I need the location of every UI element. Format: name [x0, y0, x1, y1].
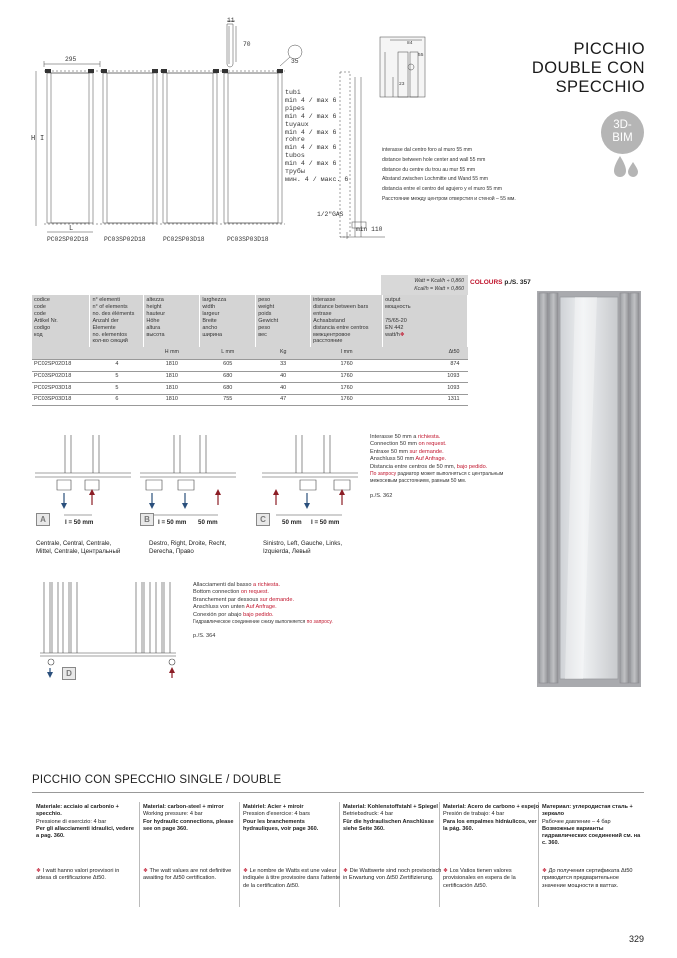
- connection-letter-a: A: [36, 513, 50, 526]
- table-row: [32, 394, 468, 406]
- connection-diagram-a: [35, 435, 135, 520]
- material-text: Material: carbon-steel + mirror: [143, 804, 224, 810]
- footnote-text: I watt hanno valori provvisori in attesa di certificazione Δt50.: [36, 868, 120, 882]
- note1-line: [370, 471, 503, 478]
- caption-b: Destro, Right, Droite, Recht, Derecha, Право: [149, 540, 227, 555]
- dim-70: 70: [243, 41, 251, 48]
- note1-line: [370, 434, 503, 441]
- watt-formula-box: [381, 275, 468, 295]
- colours-reference[interactable]: [470, 279, 531, 286]
- colours-label: COLOURS: [470, 279, 503, 286]
- dim-55: 55: [418, 53, 424, 58]
- note-bottom-connection: [193, 582, 333, 641]
- column-fr: [243, 804, 342, 833]
- pressure-text: Рабочее давление – 4 бар: [542, 818, 611, 825]
- footnote-en: [143, 868, 242, 883]
- text-red: Auf Anfrage.: [415, 456, 447, 463]
- title-line-1: PICCHIO: [573, 40, 645, 58]
- 3d-bim-badge[interactable]: [601, 111, 644, 154]
- column-en: [143, 804, 242, 833]
- text: Interasse 50 mm a: [370, 434, 418, 440]
- material-text: Материал: углеродистая сталь + зеркало: [542, 804, 633, 818]
- note1-line: [370, 456, 503, 463]
- dist-it: interasse dal centro foro al muro 55 mm: [382, 147, 473, 153]
- cell-distance: 1760: [311, 394, 383, 406]
- header-weight: peso weight poids Gewicht peso вес: [256, 295, 311, 347]
- material-text: Materiale: acciaio al carbonio + specchio.: [36, 804, 119, 818]
- dim-i-label: I: [40, 135, 45, 143]
- column-divider: [139, 802, 140, 907]
- note1-line: [370, 464, 503, 471]
- cell-height: 1810: [144, 371, 200, 383]
- dim-a: I = 50 mm: [65, 519, 94, 526]
- cell-elements: 6: [90, 394, 144, 406]
- cell-elements: 4: [90, 359, 144, 371]
- text: Anschluss 50 mm: [370, 456, 416, 463]
- dim-l-label: L: [69, 225, 74, 233]
- column-it: [36, 804, 135, 840]
- connections-text: Per gli allacciamenti idraulici, vedere a pag. 360.: [36, 825, 134, 840]
- connection-letter-d: D: [62, 667, 76, 680]
- dim-84: 84: [407, 41, 413, 46]
- formula-line-1: Watt = Kcal/h ÷ 0,860: [414, 278, 464, 284]
- footnote-fr: [243, 868, 342, 890]
- cell-code: PC03SP03D18: [32, 394, 90, 406]
- unit-cell: Kg: [256, 347, 311, 359]
- unit-cell: Δt50: [383, 347, 468, 359]
- cell-code: PC02SP02D18: [32, 359, 90, 371]
- model-code-3: PC02SP03D18: [163, 236, 205, 243]
- page-number: 329: [628, 934, 644, 944]
- dim-11: 11: [227, 17, 235, 24]
- text: Connection 50 mm: [370, 441, 419, 448]
- table-row: [32, 383, 468, 395]
- cell-distance: 1760: [311, 359, 383, 371]
- cell-distance: 1760: [311, 371, 383, 383]
- header-output: [383, 295, 468, 347]
- note2-line: [193, 619, 333, 626]
- table-row: [32, 371, 468, 383]
- cell-output: 1311: [383, 394, 468, 406]
- text-red: a richiesta.: [253, 582, 281, 588]
- note1-ref: p./S. 362: [370, 492, 393, 499]
- dim-b2: 50 mm: [198, 519, 218, 526]
- text-red: on request.: [240, 589, 269, 596]
- note2-line: [193, 597, 333, 604]
- dim-c1: 50 mm: [282, 519, 302, 526]
- dist-ru: Расстояние между центром отверстия и стеной – 55 мм.: [382, 195, 516, 202]
- cell-weight: 40: [256, 383, 311, 395]
- cell-width: 680: [200, 371, 256, 383]
- unit-cell: L mm: [200, 347, 256, 359]
- unit-cell: I mm: [311, 347, 383, 359]
- connections-text: For hydraulic connections, please see on page 360.: [143, 818, 234, 832]
- note2-line: [193, 582, 333, 589]
- footnote-text: До получения сертификата Δt50 приводится предварительное значение мощности в ваттах.: [542, 868, 633, 889]
- model-code-4: PC03SP03D18: [227, 236, 269, 243]
- dist-fr: distance du centre du trou au mur 55 mm: [382, 166, 476, 173]
- dist-en: distance between hole center and wall 55 mm: [382, 156, 486, 163]
- footnote-text: Die Wattwerte sind noch provisorisch in Erwartung von Δt50 Zertifizierung.: [343, 868, 442, 882]
- pressure-text: Betriebsdruck: 4 bar: [343, 811, 394, 818]
- column-de: [343, 804, 442, 833]
- radiator-front-drawing: [30, 14, 290, 244]
- cell-width: 605: [200, 359, 256, 371]
- dim-b1: I = 50 mm: [158, 519, 187, 526]
- note2-ref: p./S. 364: [193, 633, 216, 640]
- text: радиатор может выполняться с центральным: [396, 471, 504, 478]
- header-height: altezza height hauteur Höhe altura высота: [144, 295, 200, 347]
- column-ru: [542, 804, 641, 848]
- asterisk-icon: ❖: [542, 868, 549, 874]
- cell-code: PC03SP02D18: [32, 371, 90, 383]
- gas-label: 1/2"GAS: [317, 211, 344, 218]
- asterisk-icon: ❖: [443, 868, 450, 874]
- footnote-it: [36, 868, 135, 883]
- caption-a: Centrale, Central, Centrale, Mittel, Centrale, Центральный: [36, 540, 121, 555]
- radiator-side-drawing: [335, 32, 435, 242]
- section-title: PICCHIO CON SPECCHIO SINGLE / DOUBLE: [32, 774, 282, 786]
- cell-output: 1093: [383, 383, 468, 395]
- connection-diagram-d: [36, 578, 216, 678]
- text-red: bajo pedido.: [243, 611, 274, 618]
- text: Distancia entre centros de 50 mm,: [370, 463, 457, 470]
- header-distance: interasse distance between bars entraxe Achsabstand distancia entre centros межцентровое расстояние: [311, 295, 383, 347]
- note2-line: [193, 604, 333, 611]
- note1-line: межосевым расстоянием, равным 50 мм.: [370, 478, 467, 485]
- dim-295: 295: [65, 56, 77, 63]
- text: Anschluss von unten: [193, 604, 246, 611]
- min110-label: min 110: [356, 226, 383, 233]
- note1-line: [370, 449, 503, 456]
- connection-letter-b: B: [140, 513, 154, 526]
- dist-es: distancia entre el centro del agujero y el muro 55 mm: [382, 186, 503, 193]
- connections-text: Возможные варианты гидравлических соединений см. на с. 360.: [542, 825, 641, 847]
- material-text: Material: Kohlenstoffstahl + Spiegel: [343, 804, 438, 810]
- note-center-connection: [370, 434, 503, 500]
- note1-line: [370, 441, 503, 448]
- cell-output: 1093: [383, 371, 468, 383]
- text: Гидравлическое соединение снизу выполняется: [193, 619, 307, 626]
- footnote-de: [343, 868, 442, 883]
- cell-distance: 1760: [311, 383, 383, 395]
- cell-height: 1810: [144, 383, 200, 395]
- footnote-text: Los Vatios tienen valores provisionales en espera de la certificación Δt50.: [443, 868, 516, 889]
- cell-elements: 5: [90, 371, 144, 383]
- connections-text: Para los empalmes hidráulicos, ver la pág. 360.: [443, 818, 537, 832]
- product-title: [532, 40, 645, 97]
- cell-weight: 40: [256, 371, 311, 383]
- footnote-text: The watt values are not definitive awaiting for Δt50 certification.: [143, 868, 232, 882]
- title-line-3: SPECCHIO: [555, 78, 645, 96]
- footnote-ru: [542, 868, 641, 890]
- table-units-row: [32, 347, 468, 359]
- text-red: sur demande.: [409, 448, 444, 455]
- cell-width: 755: [200, 394, 256, 406]
- unit-cell: [90, 347, 144, 359]
- product-photo: [535, 289, 645, 689]
- unit-cell: H mm: [144, 347, 200, 359]
- asterisk-icon: ❖: [143, 868, 150, 874]
- wall-distance-note: [382, 146, 516, 205]
- asterisk-icon: ❖: [399, 331, 405, 338]
- header-code: codice code code Artikel Nr. codigo код: [32, 295, 90, 347]
- footnote-es: [443, 868, 542, 890]
- dim-35: 35: [291, 58, 299, 65]
- text-red: sur demande.: [259, 596, 295, 603]
- text-red: по запросу.: [306, 619, 333, 626]
- header-output-text: output мощность 75/65-20 EN 442 watt/h: [385, 297, 411, 338]
- connections-text: Für die hydraulischen Anschlüsse siehe Seite 360.: [343, 818, 434, 832]
- text: Bottom connection: [193, 589, 241, 596]
- tubes-spec-text: tubi min 4 / max 6 pipes min 4 / max 6 tuyaux min 4 / max 6 rohre min 4 / max 6 tubos min 4 / max 6 трубы мин. 4 / макс. 6: [285, 89, 349, 183]
- text: Conexión por abajo: [193, 611, 244, 618]
- connections-text: Pour les branchements hydrauliques, voir page 360.: [243, 818, 319, 832]
- dist-de: Abstand zwischen Lochmitte und Wand 55 mm: [382, 176, 488, 183]
- text-red: По запросу: [370, 471, 397, 478]
- text-red: bajo pedido.: [456, 463, 488, 470]
- title-line-2: DOUBLE CON: [531, 59, 645, 77]
- column-es: [443, 804, 542, 833]
- unit-cell: [32, 347, 90, 359]
- text: Allacciamenti dal basso: [193, 582, 254, 588]
- cell-weight: 47: [256, 394, 311, 406]
- cell-height: 1810: [144, 359, 200, 371]
- table-header-row: [32, 295, 468, 347]
- cell-code: PC02SP03D18: [32, 383, 90, 395]
- pressure-text: Pression d'exercice: 4 bars: [243, 811, 310, 818]
- asterisk-icon: ❖: [343, 868, 350, 874]
- section-divider: [32, 792, 644, 793]
- connection-diagram-c: [262, 435, 372, 520]
- colours-page: p./S. 357: [504, 279, 531, 286]
- model-code-2: PC03SP02D18: [104, 236, 146, 243]
- text: Entraxe 50 mm: [370, 448, 410, 455]
- material-text: Matériel: Acier + miroir: [243, 804, 304, 810]
- formula-line-2: Kcal/h = Watt × 0,860: [414, 286, 464, 292]
- header-elements: n° elementi n° of elements no. des éléments Anzahl der Elemente no. elementos кол-во секций: [90, 295, 144, 347]
- model-code-1: PC02SP02D18: [47, 236, 89, 243]
- connection-letter-c: C: [256, 513, 270, 526]
- asterisk-icon: ❖: [36, 868, 43, 874]
- table-row: [32, 359, 468, 371]
- pressure-text: Working pressure: 4 bar: [143, 811, 203, 818]
- bim-line-2: BIM: [612, 132, 633, 144]
- asterisk-icon: ❖: [243, 868, 250, 874]
- note2-line: [193, 612, 333, 619]
- cell-weight: 33: [256, 359, 311, 371]
- cell-output: 874: [383, 359, 468, 371]
- bim-line-1: 3D-: [613, 119, 632, 131]
- text-red: on request.: [418, 441, 447, 448]
- material-text: Material: Acero de carbono + espejo: [443, 804, 540, 810]
- text-red: richiesta.: [417, 434, 441, 440]
- cell-elements: 5: [90, 383, 144, 395]
- cell-width: 680: [200, 383, 256, 395]
- pressure-text: Pressione di esercizio: 4 bar: [36, 818, 107, 825]
- water-drops-icon: [612, 152, 642, 180]
- dim-c2: I = 50 mm: [311, 519, 340, 526]
- dim-23: 23: [399, 82, 405, 87]
- spec-table: [32, 295, 468, 406]
- caption-c: Sinistro, Left, Gauche, Links, Izquierda, Левый: [263, 540, 343, 555]
- cell-height: 1810: [144, 394, 200, 406]
- footnote-text: Le nombre de Watts est une valeur indiquée à titre provisoire dans l'attente de la certification Δt50.: [243, 868, 341, 889]
- header-width: larghezza width largeur Breite ancho ширина: [200, 295, 256, 347]
- connection-diagram-b: [140, 435, 250, 520]
- note2-line: [193, 589, 333, 596]
- dim-h-label: H: [31, 135, 36, 143]
- text-red: Auf Anfrage.: [245, 604, 277, 611]
- text: Branchement par dessous: [193, 596, 260, 603]
- pressure-text: Presión de trabajo: 4 bar: [443, 811, 505, 818]
